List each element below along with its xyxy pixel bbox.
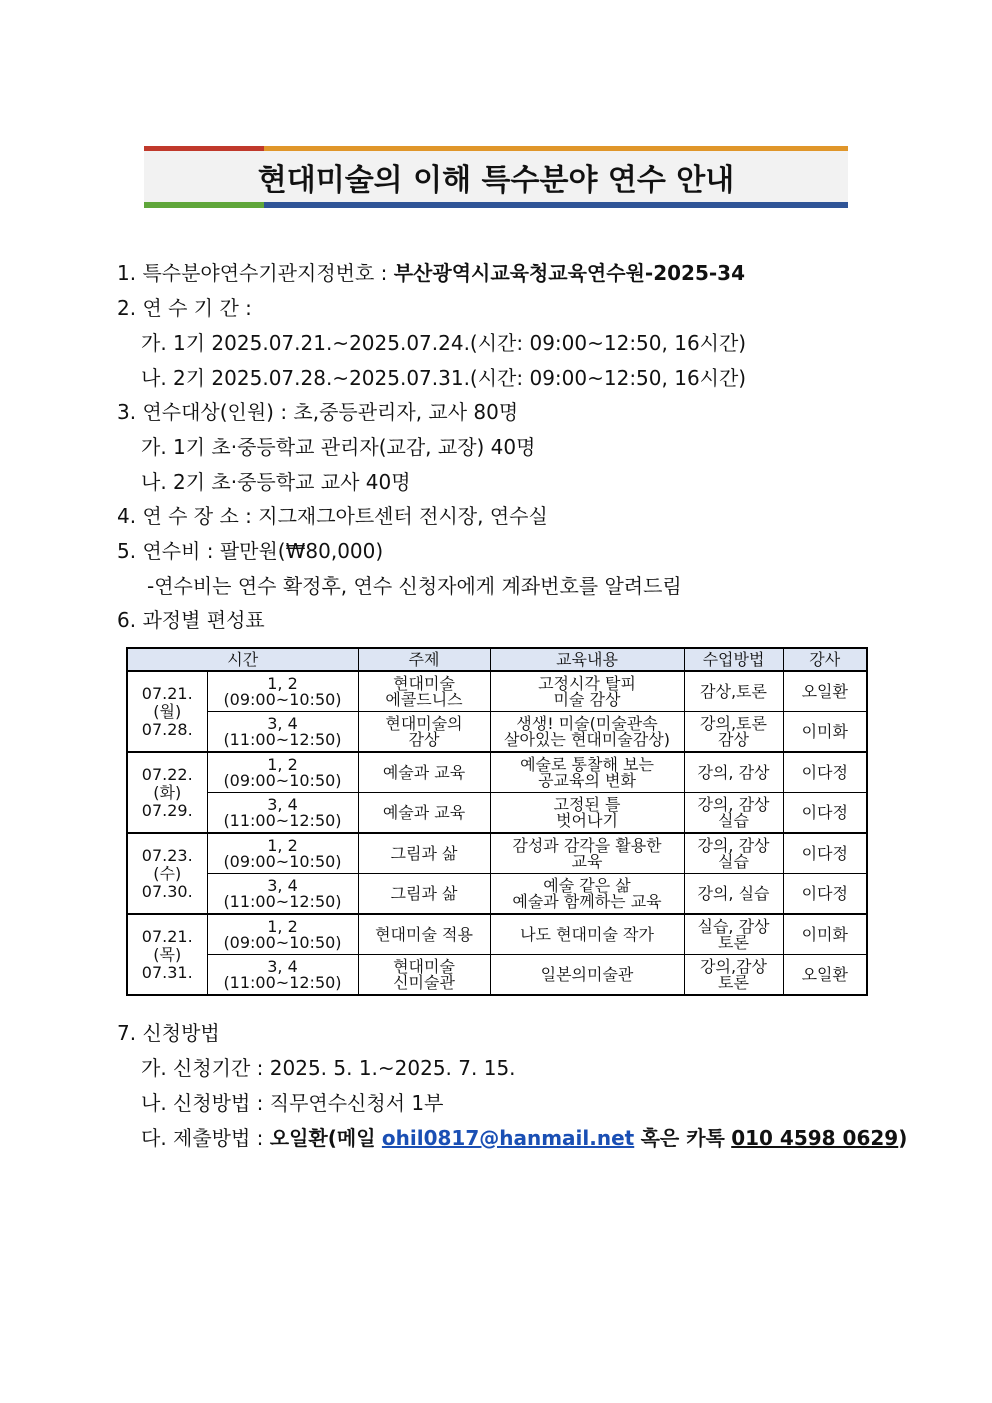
content-line: 예술 같은 삶 — [543, 875, 631, 895]
section-1-label: 1. 특수분야연수기관지정번호 : — [117, 261, 388, 285]
topic-cell — [358, 914, 490, 955]
submit-contact-name: 오일환(메일 — [269, 1126, 376, 1150]
content-cell — [490, 874, 684, 915]
period-number: 3, 4 — [267, 713, 298, 733]
period-2: 나. 2기 2025.07.28.~2025.07.31.(시간: 09:00~12:50, 16시간) — [141, 366, 747, 390]
table-row — [127, 955, 867, 996]
period-time: (09:00~10:50) — [223, 851, 342, 871]
period-time: (11:00~12:50) — [223, 972, 342, 992]
period-cell — [207, 955, 358, 996]
section-1 — [117, 259, 745, 287]
section-4-label: 4. 연 수 장 소 : 지그재그아트센터 전시장, 연수실 — [117, 504, 548, 528]
topic-line: 예술과 교육 — [382, 762, 466, 782]
period-number: 1, 2 — [267, 835, 298, 855]
topic-line: 현대미술 적용 — [375, 924, 473, 944]
header-method: 수업방법 — [684, 648, 783, 671]
section-7-label: 7. 신청방법 — [117, 1021, 220, 1045]
period-cell — [207, 712, 358, 753]
table-row — [127, 833, 867, 874]
page-title: 현대미술의 이해 특수분야 연수 안내 — [257, 162, 735, 198]
content-cell — [490, 671, 684, 712]
header-instructor: 강사 — [783, 648, 867, 671]
content-line: 공교육의 변화 — [538, 770, 636, 790]
submit-method — [141, 1124, 907, 1152]
period-number: 1, 2 — [267, 673, 298, 693]
content-line: 생생! 미술(미술관속 — [516, 713, 658, 733]
content-cell — [490, 712, 684, 753]
content-cell — [490, 914, 684, 955]
topic-line: 신미술관 — [393, 972, 455, 992]
designation-number: 부산광역시교육청교육연수원-2025-34 — [393, 261, 745, 285]
topic-cell — [358, 833, 490, 874]
method-cell — [684, 955, 783, 996]
period-time: (09:00~10:50) — [223, 932, 342, 952]
content-line: 고정시각 탈피 — [538, 673, 636, 693]
period-number: 3, 4 — [267, 875, 298, 895]
date-start: 07.23. — [141, 845, 193, 865]
schedule-table — [126, 647, 868, 996]
content-line: 벗어나기 — [556, 810, 618, 830]
period-time: (11:00~12:50) — [223, 729, 342, 749]
method-cell — [684, 874, 783, 915]
table-header-row — [127, 648, 867, 671]
method-line: 토론 — [718, 972, 749, 992]
topic-line: 현대미술의 — [385, 713, 463, 733]
content-cell — [490, 833, 684, 874]
method-line: 강의,토론 — [700, 713, 767, 733]
period-1: 가. 1기 2025.07.21.~2025.07.24.(시간: 09:00~12:50, 16시간) — [141, 331, 747, 355]
date-cell — [127, 833, 207, 914]
submit-label: 다. 제출방법 : — [141, 1126, 264, 1150]
content-line: 감성과 감각을 활용한 — [512, 835, 662, 855]
date-start: 07.22. — [141, 764, 193, 784]
content-cell — [490, 793, 684, 834]
instructor-cell: 이미화 — [783, 914, 867, 955]
topic-line: 현대미술 — [393, 673, 455, 693]
date-cell — [127, 914, 207, 995]
header-topic: 주제 — [358, 648, 490, 671]
method-line: 실습 — [718, 851, 749, 871]
instructor-cell: 오일환 — [783, 671, 867, 712]
method-cell — [684, 914, 783, 955]
instructor-cell: 이다정 — [783, 752, 867, 793]
instructor-cell: 이다정 — [783, 793, 867, 834]
target-1: 가. 1기 초·중등학교 관리자(교감, 교장) 40명 — [141, 435, 536, 459]
phone-number: 010 4598 0629 — [731, 1126, 899, 1150]
content-line: 고정된 틀 — [553, 794, 621, 814]
header-content: 교육내용 — [490, 648, 684, 671]
instructor-cell: 이다정 — [783, 833, 867, 874]
method-line: 강의, 감상 — [697, 794, 770, 814]
period-time: (09:00~10:50) — [223, 689, 342, 709]
title-bar-bottom-green — [144, 202, 264, 208]
table-row — [127, 914, 867, 955]
header-time: 시간 — [127, 648, 358, 671]
date-cell — [127, 671, 207, 752]
topic-line: 에콜드니스 — [385, 689, 463, 709]
date-end: 07.30. — [141, 881, 193, 901]
period-number: 3, 4 — [267, 956, 298, 976]
title-bar-bottom-blue — [264, 202, 848, 208]
instructor-cell: 이다정 — [783, 874, 867, 915]
period-number: 1, 2 — [267, 916, 298, 936]
topic-cell — [358, 671, 490, 712]
date-weekday: (월) — [153, 701, 182, 721]
date-weekday: (목) — [153, 944, 182, 964]
method-cell — [684, 752, 783, 793]
topic-cell — [358, 874, 490, 915]
section-5-label: 5. 연수비 : 팔만원(₩80,000) — [117, 539, 384, 563]
date-weekday: (수) — [153, 863, 182, 883]
topic-line: 그림과 삶 — [390, 883, 458, 903]
topic-cell — [358, 712, 490, 753]
method-line: 감상 — [718, 729, 749, 749]
date-end: 07.28. — [141, 719, 193, 739]
content-cell — [490, 955, 684, 996]
method-cell — [684, 671, 783, 712]
period-cell — [207, 914, 358, 955]
method-line: 실습, 감상 — [697, 916, 770, 936]
period-cell — [207, 874, 358, 915]
fee-note: -연수비는 연수 확정후, 연수 신청자에게 계좌번호를 알려드림 — [147, 574, 682, 598]
table-row — [127, 671, 867, 712]
period-cell — [207, 793, 358, 834]
content-line: 예술과 함께하는 교육 — [512, 891, 662, 911]
instructor-cell: 오일환 — [783, 955, 867, 996]
topic-line: 예술과 교육 — [382, 802, 466, 822]
method-line: 실습 — [718, 810, 749, 830]
table-row — [127, 874, 867, 915]
apply-period: 가. 신청기간 : 2025. 5. 1.~2025. 7. 15. — [141, 1056, 516, 1080]
content-line: 나도 현대미술 작가 — [520, 924, 654, 944]
topic-line: 그림과 삶 — [390, 843, 458, 863]
period-cell — [207, 833, 358, 874]
content-line: 예술로 통찰해 보는 — [520, 754, 654, 774]
topic-cell — [358, 793, 490, 834]
method-cell — [684, 833, 783, 874]
date-start: 07.21. — [141, 926, 193, 946]
instructor-cell: 이미화 — [783, 712, 867, 753]
method-cell — [684, 712, 783, 753]
period-time: (11:00~12:50) — [223, 891, 342, 911]
table-row — [127, 712, 867, 753]
method-line: 강의, 실습 — [697, 883, 770, 903]
date-start: 07.21. — [141, 683, 193, 703]
period-time: (09:00~10:50) — [223, 770, 342, 790]
section-6-label: 6. 과정별 편성표 — [117, 608, 265, 632]
submit-or-kakao: 혹은 카톡 — [640, 1126, 725, 1150]
date-end: 07.31. — [141, 962, 193, 982]
period-time: (11:00~12:50) — [223, 810, 342, 830]
apply-method: 나. 신청방법 : 직무연수신청서 1부 — [141, 1091, 444, 1115]
method-line: 토론 — [718, 932, 749, 952]
topic-cell — [358, 752, 490, 793]
period-number: 1, 2 — [267, 754, 298, 774]
period-number: 3, 4 — [267, 794, 298, 814]
table-row — [127, 752, 867, 793]
content-line: 교육 — [571, 851, 603, 871]
method-line: 강의, 감상 — [697, 835, 770, 855]
period-cell — [207, 752, 358, 793]
period-cell — [207, 671, 358, 712]
date-end: 07.29. — [141, 800, 193, 820]
section-3-label: 3. 연수대상(인원) : 초,중등관리자, 교사 80명 — [117, 400, 519, 424]
content-line: 미술 감상 — [553, 689, 621, 709]
content-cell — [490, 752, 684, 793]
topic-cell — [358, 955, 490, 996]
date-cell — [127, 752, 207, 833]
topic-line: 감상 — [408, 729, 440, 749]
email-link[interactable]: ohil0817@hanmail.net — [381, 1126, 635, 1150]
closing-paren: ) — [898, 1126, 908, 1150]
date-weekday: (화) — [153, 782, 182, 802]
content-line: 살아있는 현대미술감상) — [504, 729, 670, 749]
content-line: 일본의미술관 — [540, 964, 634, 984]
topic-line: 현대미술 — [393, 956, 455, 976]
section-2-label: 2. 연 수 기 간 : — [117, 296, 252, 320]
target-2: 나. 2기 초·중등학교 교사 40명 — [141, 470, 411, 494]
method-cell — [684, 793, 783, 834]
method-line: 감상,토론 — [700, 681, 767, 701]
method-line: 강의,감상 — [700, 956, 767, 976]
method-line: 강의, 감상 — [697, 762, 770, 782]
table-row — [127, 793, 867, 834]
